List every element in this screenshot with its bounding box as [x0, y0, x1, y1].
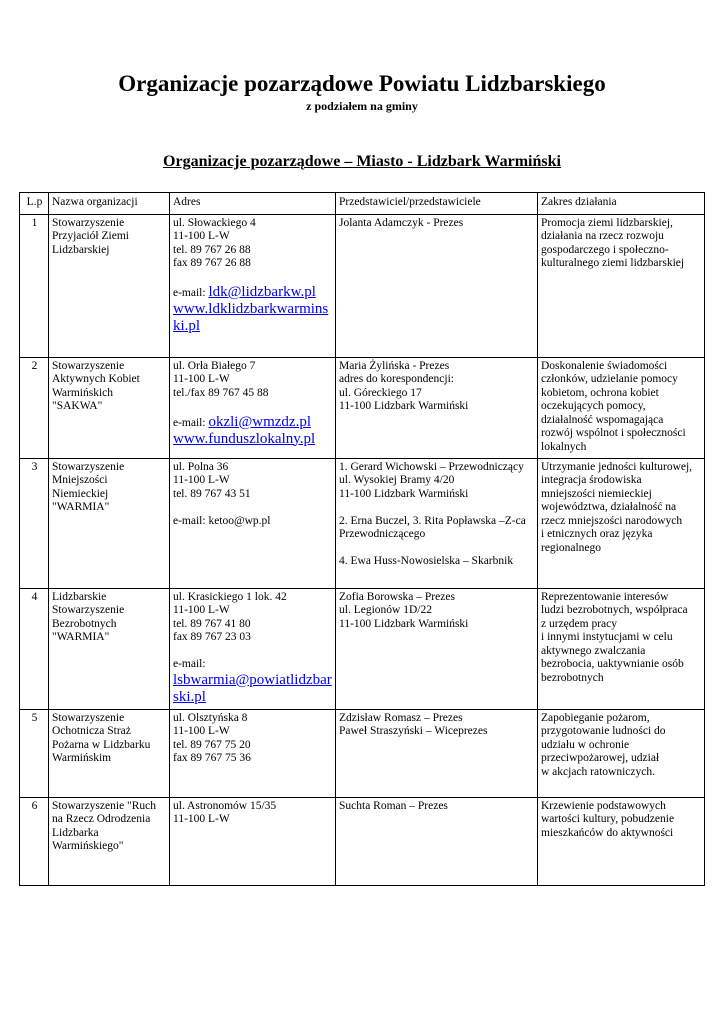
organization-scope: Promocja ziemi lidzbarskiej, działania na rzecz rozwoju gospodarczego i społeczno- kulturalnego ziemi lidzbarskiej	[538, 214, 705, 357]
table-row	[20, 588, 705, 709]
table-row	[20, 797, 705, 885]
row-number: 6	[20, 797, 49, 885]
row-number: 1	[20, 214, 49, 357]
column-header-name: Nazwa organizacji	[49, 193, 170, 215]
organization-address: ul. Słowackiego 4 11-100 L-W tel. 89 767 26 88 fax 89 767 26 88 e-mail: ldk@lidzbarkw.pl www.ldklidzbarkwarminski.pl	[170, 214, 336, 357]
organization-name: Stowarzyszenie Przyjaciół Ziemi Lidzbarskiej	[49, 214, 170, 357]
row-number: 2	[20, 357, 49, 458]
organization-representatives: Zofia Borowska – Prezes ul. Legionów 1D/22 11-100 Lidzbark Warmiński	[336, 588, 538, 709]
organization-representatives: Suchta Roman – Prezes	[336, 797, 538, 885]
email-text: e-mail: ketoo@wp.pl	[173, 514, 271, 527]
organization-address: ul. Astronomów 15/35 11-100 L-W	[170, 797, 336, 885]
column-header-representatives: Przedstawiciel/przedstawiciele	[336, 193, 538, 215]
table-row	[20, 214, 705, 357]
email-link[interactable]: okzli@wmzdz.pl	[208, 413, 311, 430]
table-row	[20, 709, 705, 797]
organization-address: ul. Olsztyńska 8 11-100 L-W tel. 89 767 75 20 fax 89 767 75 36	[170, 709, 336, 797]
page-title: Organizacje pozarządowe Powiatu Lidzbarskiego	[118, 71, 606, 96]
column-header-lp: L.p	[20, 193, 49, 215]
section-title: Organizacje pozarządowe – Miasto - Lidzbark Warmiński	[163, 153, 561, 170]
email-link[interactable]: ldk@lidzbarkw.pl	[208, 284, 316, 300]
organization-address: ul. Orła Białego 7 11-100 L-W tel./fax 89 767 45 88 e-mail: okzli@wmzdz.pl www.funduszlokalny.pl	[170, 357, 336, 458]
organization-name: Lidzbarskie Stowarzyszenie Bezrobotnych "WARMIA"	[49, 588, 170, 709]
website-link[interactable]: www.funduszlokalny.pl	[173, 430, 316, 447]
table-header-row	[20, 193, 705, 215]
website-link[interactable]: www.ldklidzbarkwarminski.pl	[173, 301, 329, 334]
organization-representatives: Jolanta Adamczyk - Prezes	[336, 214, 538, 357]
table-row	[20, 357, 705, 458]
row-number: 5	[20, 709, 49, 797]
organization-scope: Reprezentowanie interesów ludzi bezrobotnych, współpraca z urzędem pracy i innymi instytucjami w celu aktywnego zwalczania bezrobocia, uaktywnianie osób bezrobotnych	[538, 588, 705, 709]
organization-representatives: 1. Gerard Wichowski – Przewodniczący ul. Wysokiej Bramy 4/20 11-100 Lidzbark Warmiński 2. Erna Buczel, 3. Rita Popławska –Z-ca Przewodniczącego 4. Ewa Huss-Nowosielska – Skarbnik	[336, 458, 538, 588]
organization-representatives: Zdzisław Romasz – Prezes Paweł Straszyński – Wiceprezes	[336, 709, 538, 797]
organization-scope: Zapobieganie pożarom, przygotowanie ludności do udziału w ochronie przeciwpożarowej, udział w akcjach ratowniczych.	[538, 709, 705, 797]
table-row	[20, 458, 705, 588]
organization-name: Stowarzyszenie "Ruch na Rzecz Odrodzenia Lidzbarka Warmińskiego"	[49, 797, 170, 885]
page-subtitle: z podziałem na gminy	[306, 99, 418, 113]
organizations-table	[19, 192, 705, 886]
organization-name: Stowarzyszenie Mniejszości Niemieckiej "WARMIA"	[49, 458, 170, 588]
column-header-address: Adres	[170, 193, 336, 215]
organization-scope: Krzewienie podstawowych wartości kultury, pobudzenie mieszkańców do aktywności	[538, 797, 705, 885]
organization-address: ul. Krasickiego 1 lok. 42 11-100 L-W tel. 89 767 41 80 fax 89 767 23 03 e-mail: lsbwarmia@powiatlidzbarski.pl	[170, 588, 336, 709]
column-header-scope: Zakres działania	[538, 193, 705, 215]
row-number: 4	[20, 588, 49, 709]
row-number: 3	[20, 458, 49, 588]
organization-name: Stowarzyszenie Aktywnych Kobiet Warmińskich "SAKWA"	[49, 357, 170, 458]
organization-representatives: Maria Żylińska - Prezes adres do korespondencji: ul. Góreckiego 17 11-100 Lidzbark Warmiński	[336, 357, 538, 458]
organization-scope: Doskonalenie świadomości członków, udzielanie pomocy kobietom, ochrona kobiet oczekujących pomocy, działalność wspomagająca rozwój wspólnot i społeczności lokalnych	[538, 357, 705, 458]
organization-scope: Utrzymanie jedności kulturowej, integracja środowiska mniejszości niemieckiej województwa, działalność na rzecz mniejszości narodowych i etnicznych oraz języka regionalnego	[538, 458, 705, 588]
organization-address: ul. Polna 36 11-100 L-W tel. 89 767 43 51 e-mail: ketoo@wp.pl	[170, 458, 336, 588]
email-link[interactable]: lsbwarmia@powiatlidzbarski.pl	[173, 671, 332, 705]
organization-name: Stowarzyszenie Ochotnicza Straż Pożarna w Lidzbarku Warmińskim	[49, 709, 170, 797]
